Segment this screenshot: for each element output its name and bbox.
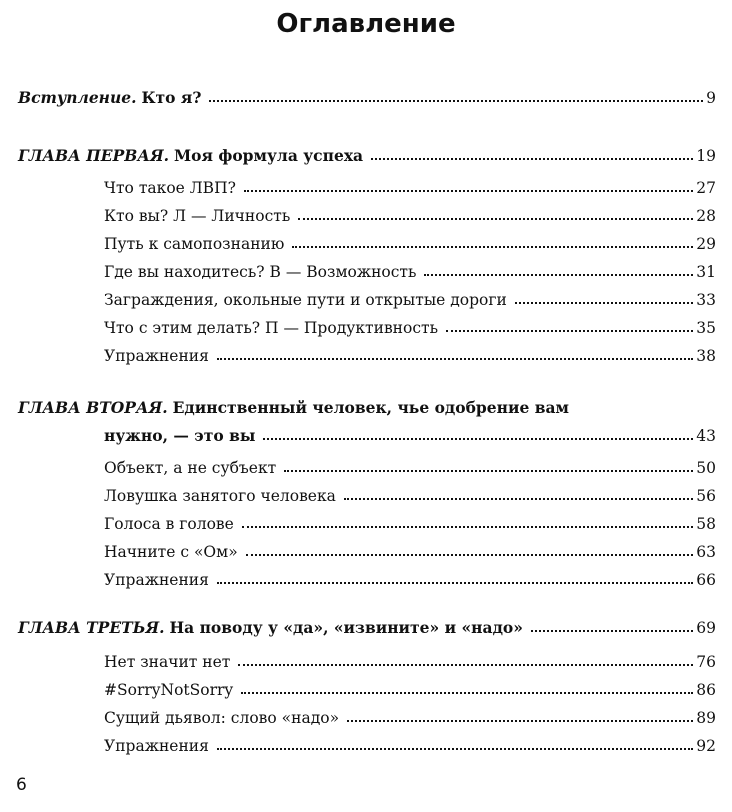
section-title: Начните с «Ом» [104,543,238,561]
dot-leader [531,629,693,632]
chapter-title: Моя формула успеха [174,146,364,165]
section-title: Заграждения, окольные пути и открытые дороги [104,291,507,309]
toc-section[interactable] [104,316,716,340]
toc-section[interactable] [104,204,716,228]
toc-section[interactable] [104,260,716,284]
chapter-title: На поводу у «да», «извините» и «надо» [169,618,523,637]
dot-leader [371,157,693,160]
page-title: Оглавление [276,9,456,39]
toc-page-number: 76 [696,653,716,671]
dot-leader [244,189,693,192]
dot-leader [246,553,694,556]
chapter-kind: ГЛАВА ТРЕТЬЯ. [18,618,165,637]
toc-page-number: 31 [696,263,716,281]
toc-section[interactable] [104,734,716,758]
section-title: #SorryNotSorry [104,681,234,699]
toc-page-number: 38 [696,347,716,365]
toc-section[interactable] [104,344,716,368]
toc-intro-title: Кто я? [141,88,202,107]
toc-section[interactable] [104,540,716,564]
toc-page-number: 27 [696,179,716,197]
dot-leader [242,525,693,528]
dot-leader [515,301,693,304]
toc-entry-intro[interactable] [18,86,716,110]
section-title: Голоса в голове [104,515,234,533]
toc-page-number: 58 [696,515,716,533]
dot-leader [446,329,693,332]
page-folio: 6 [16,775,27,795]
chapter-kind: ГЛАВА ВТОРАЯ. [18,398,168,417]
toc-page-number: 86 [696,681,716,699]
toc-section[interactable] [104,512,716,536]
dot-leader [344,497,693,500]
section-title: Что с этим делать? П — Продуктивность [104,319,439,337]
dot-leader [217,357,693,360]
toc-page-number: 29 [696,235,716,253]
toc-entry-label [18,86,201,110]
toc-chapter-2-continuation[interactable] [104,424,716,448]
section-title: Упражнения [104,571,209,589]
section-title: Сущий дьявол: слово «надо» [104,709,340,727]
toc-entry-label [18,144,363,168]
chapter-title: Единственный человек, чье одобрение вам [172,398,569,417]
toc-page-number: 89 [696,709,716,727]
toc-page-number: 50 [696,459,716,477]
toc-page-number: 19 [696,147,716,165]
toc-section[interactable] [104,706,716,730]
toc-chapter-2[interactable] [18,396,716,420]
section-title: Кто вы? Л — Личность [104,207,291,225]
toc-section[interactable] [104,456,716,480]
chapter-kind: ГЛАВА ПЕРВАЯ. [18,146,170,165]
section-title: Упражнения [104,737,209,755]
toc-section[interactable] [104,288,716,312]
section-title: Нет значит нет [104,653,231,671]
dot-leader [217,581,693,584]
toc-page-number: 33 [696,291,716,309]
section-title: Что такое ЛВП? [104,179,236,197]
dot-leader [238,663,693,666]
toc-page-number: 35 [696,319,716,337]
toc-section[interactable] [104,484,716,508]
toc-intro-kind: Вступление. [18,88,137,107]
section-title: Путь к самопознанию [104,235,285,253]
toc-entry-label [18,396,569,420]
toc-section[interactable] [104,176,716,200]
toc-entry-label [18,616,523,640]
dot-leader [263,437,693,440]
toc-page-number: 63 [696,543,716,561]
dot-leader [298,217,693,220]
toc-page-number: 28 [696,207,716,225]
toc-page-number: 56 [696,487,716,505]
toc-chapter-3[interactable] [18,616,716,640]
toc-page-number: 66 [696,571,716,589]
toc-page-number: 43 [696,427,716,445]
dot-leader [292,245,693,248]
toc-page-number: 9 [706,89,716,107]
dot-leader [284,469,693,472]
toc-chapter-1[interactable] [18,144,716,168]
toc-page-number: 69 [696,619,716,637]
section-title: Где вы находитесь? В — Возможность [104,263,417,281]
toc-section[interactable] [104,568,716,592]
section-title: Ловушка занятого человека [104,487,336,505]
dot-leader [424,273,693,276]
section-title: Объект, а не субъект [104,459,277,477]
toc-section[interactable] [104,232,716,256]
dot-leader [217,747,693,750]
chapter-title-continuation: нужно, — это вы [104,426,256,445]
dot-leader [241,691,693,694]
toc-page-number: 92 [696,737,716,755]
section-title: Упражнения [104,347,209,365]
dot-leader [209,99,703,102]
toc-section[interactable] [104,650,716,674]
dot-leader [347,719,693,722]
toc-section[interactable] [104,678,716,702]
